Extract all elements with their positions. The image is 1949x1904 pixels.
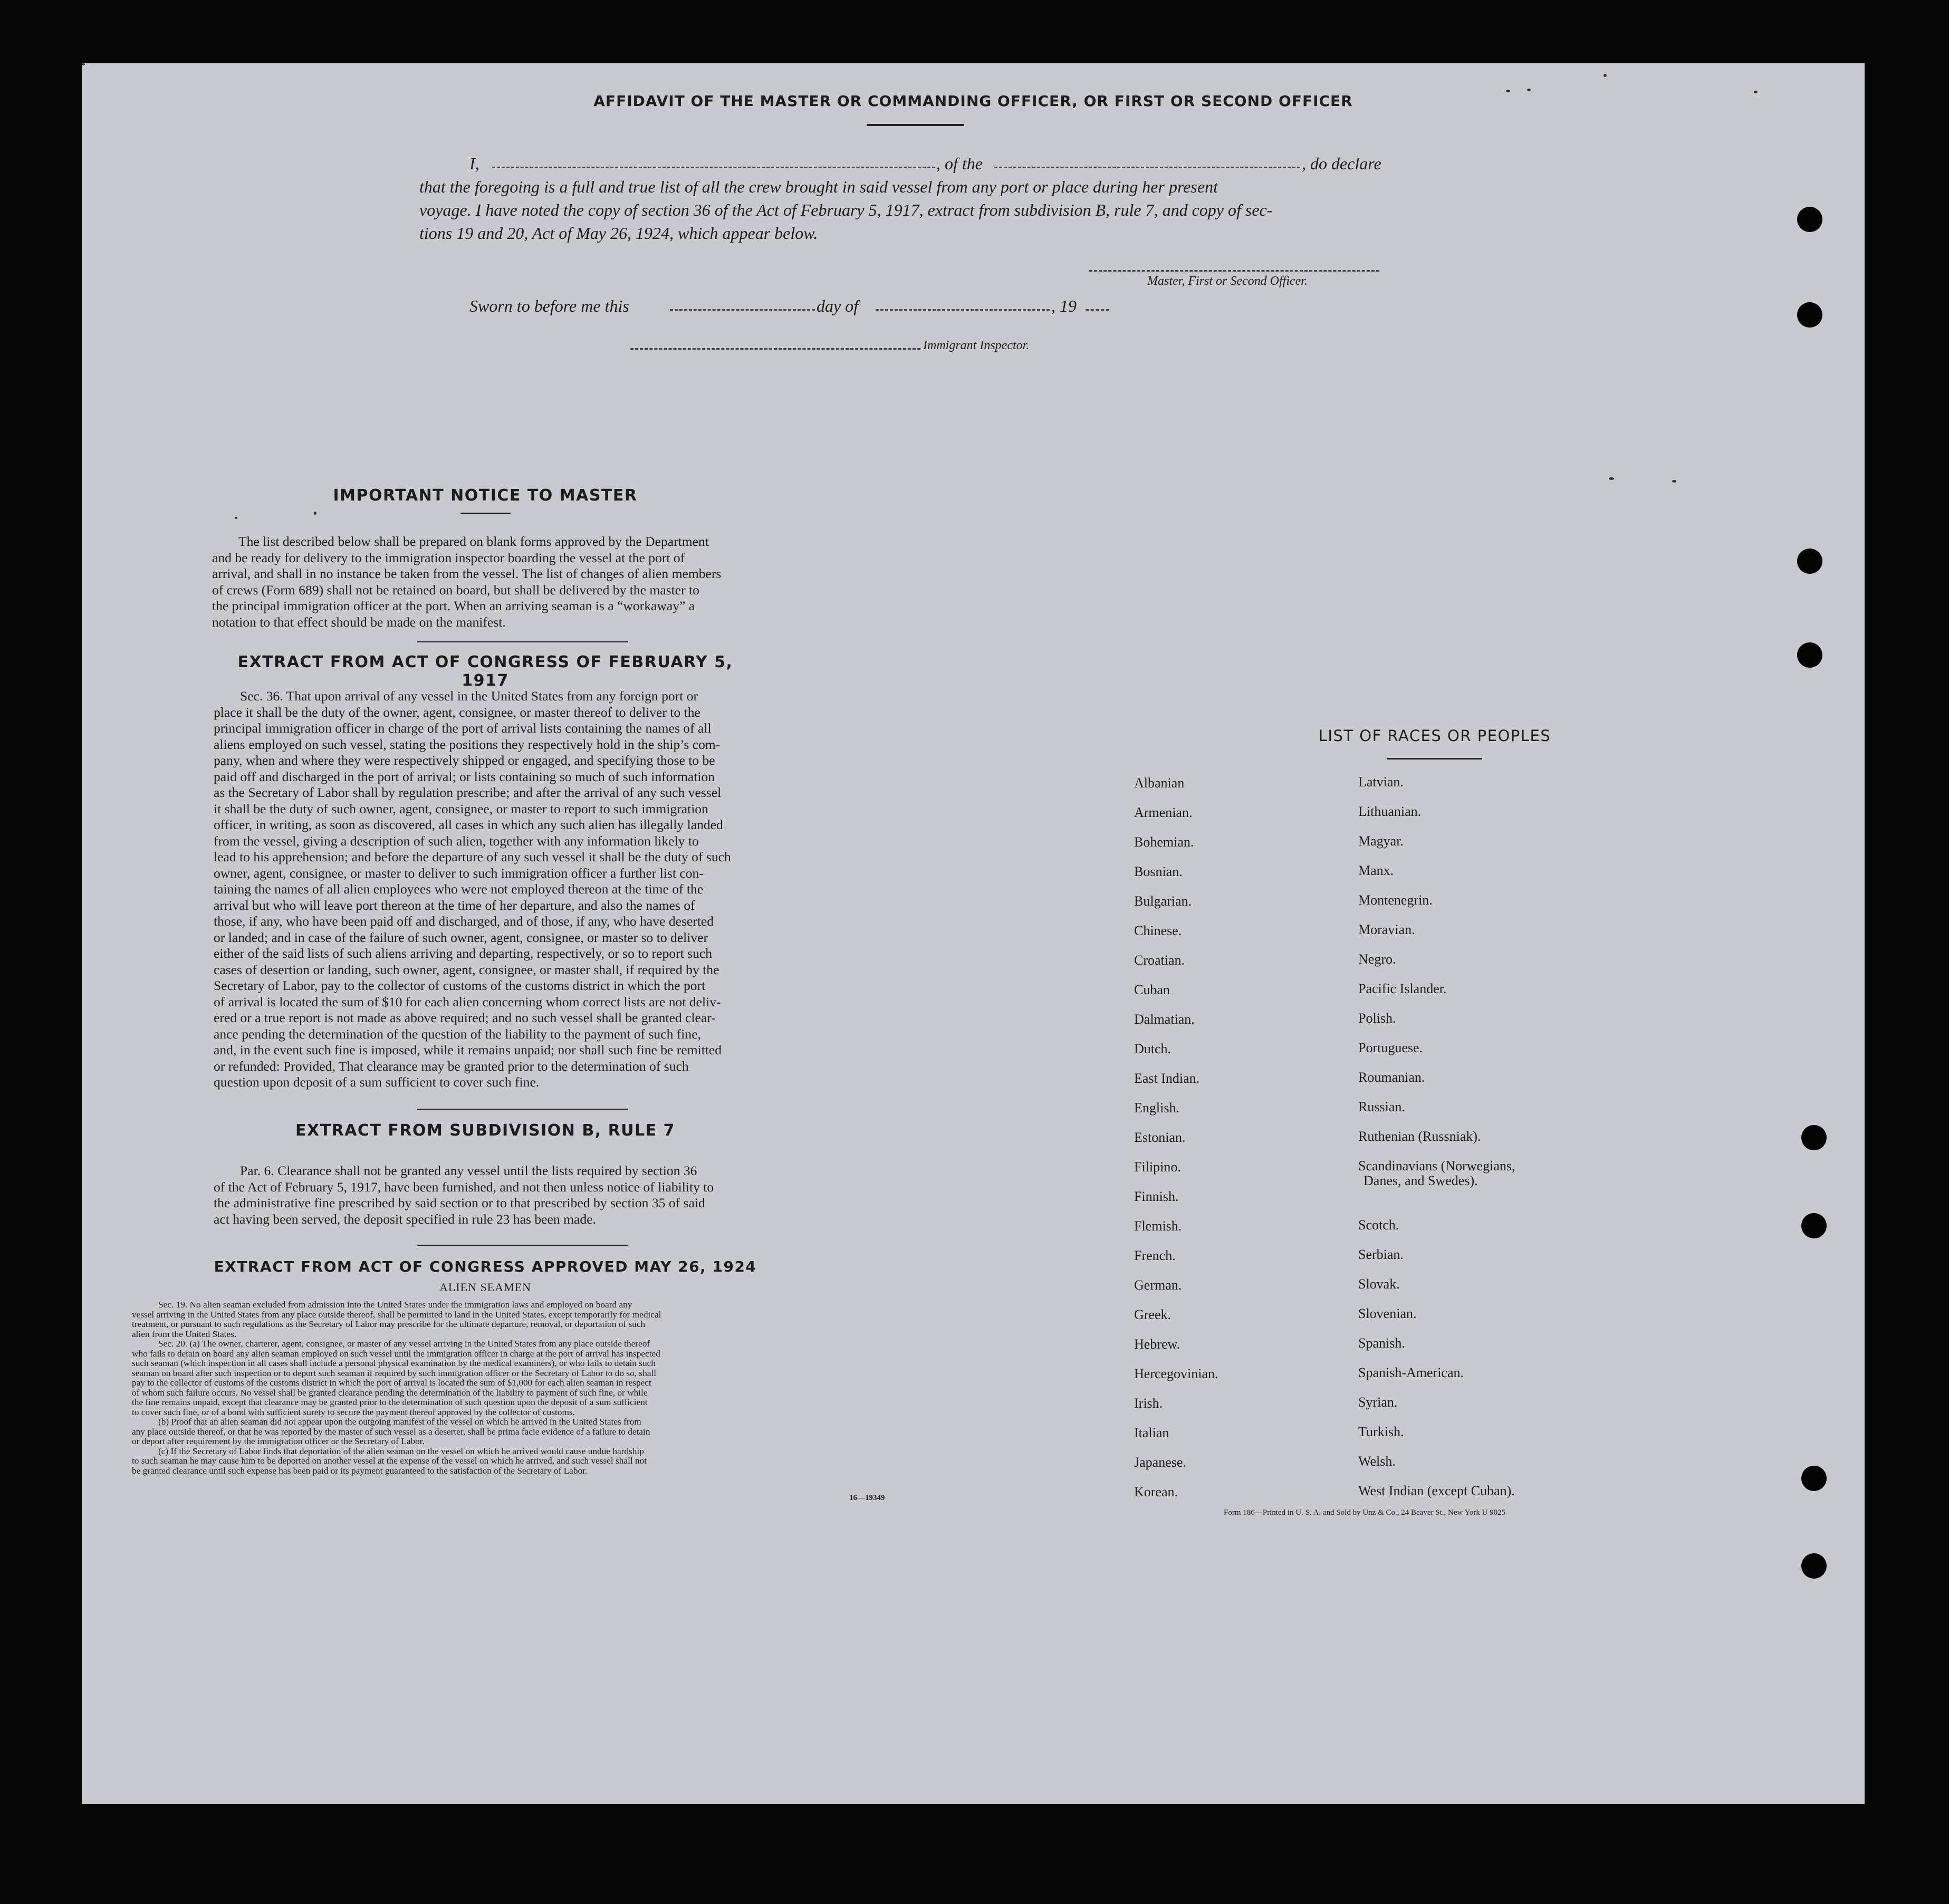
race-left: Italian	[1134, 1425, 1169, 1440]
sec36-line: taining the names of all alien employees who were not employed thereon at the time of the	[214, 881, 704, 897]
notice-underline	[460, 513, 511, 514]
sec36-line: principal immigration officer in charge of the port of arrival lists containing the names of all	[214, 720, 712, 736]
sec20-line: any place outside thereof, or that he was reported by the master of such vessel as a deserter, shall be prima facie evidence of a failure to detain	[132, 1426, 650, 1437]
race-left: Bosnian.	[1134, 864, 1183, 879]
rule7-line: Par. 6. Clearance shall not be granted any vessel until the lists required by section 36	[240, 1163, 697, 1178]
notice-line: notation to that effect should be made on the manifest.	[212, 614, 506, 630]
rule7-body	[214, 1163, 808, 1227]
month-blank[interactable]	[876, 309, 1050, 311]
race-right: Scandinavians (Norwegians,	[1358, 1158, 1515, 1174]
affidavit-of-the: , of the	[936, 154, 983, 173]
master-signature-label: Master, First or Second Officer.	[1147, 274, 1308, 288]
race-right: Polish.	[1358, 1011, 1396, 1026]
sec36-line: and, in the event such fine is imposed, while it remains unpaid; nor shall such fine be remitted	[214, 1042, 722, 1057]
punch-hole	[1797, 642, 1822, 668]
race-left: Flemish.	[1134, 1218, 1182, 1234]
sworn-text: Sworn to before me this	[469, 296, 629, 315]
race-right: Pacific Islander.	[1358, 981, 1447, 996]
rule7-title: EXTRACT FROM SUBDIVISION B, RULE 7	[295, 1121, 675, 1140]
divider	[417, 1109, 628, 1110]
sec36-line: from the vessel, giving a description of such alien, together with any information likely to	[214, 833, 699, 849]
race-right: Welsh.	[1358, 1454, 1396, 1469]
notice-line: and be ready for delivery to the immigration inspector boarding the vessel at the port of	[212, 550, 685, 565]
form-code: 16—19349	[849, 1494, 885, 1502]
speck	[314, 512, 316, 515]
race-left: Finnish.	[1134, 1189, 1179, 1204]
race-right: Turkish.	[1358, 1424, 1404, 1439]
affidavit-line-3: voyage. I have noted the copy of section 36 of the Act of February 5, 1917, extract from subdivision B, rule 7, and copy of sec-	[419, 200, 1273, 219]
notice-body	[212, 534, 808, 630]
rule7-line: the administrative fine prescribed by said section or to that prescribed by section 35 of said	[214, 1195, 705, 1210]
sec36-line: cases of desertion or landing, such owner, agent, consignee, or master shall, if required by the	[214, 961, 719, 977]
race-left: Greek.	[1134, 1307, 1172, 1322]
sec20-line: such seaman (which inspection in all cases shall include a personal physical examination by the medical examiners), or who fails to detain such	[132, 1358, 656, 1368]
inspector-signature-line[interactable]	[630, 348, 920, 350]
year-prefix: , 19	[1051, 296, 1077, 315]
race-left: Japanese.	[1134, 1455, 1186, 1470]
race-left: Hercegovinian.	[1134, 1366, 1218, 1381]
day-of-text: day of	[817, 296, 859, 315]
sec36-line: or landed; and in case of the failure of such owner, agent, consignee, or master so to deliver	[214, 929, 708, 945]
sec19-line: alien from the United States.	[132, 1329, 237, 1339]
race-left: Irish.	[1134, 1396, 1163, 1411]
speck	[1506, 90, 1510, 92]
alien-seamen-subtitle: ALIEN SEAMEN	[439, 1281, 531, 1294]
sec19-line: vessel arriving in the United States from any place outside thereof, shall be permitted to land in the United States, except temporarily for medical	[132, 1309, 661, 1320]
notice-line: the principal immigration officer at the port. When an arriving seaman is a “workaway” a	[212, 598, 695, 613]
speck	[235, 517, 237, 519]
sec36-line: Secretary of Labor, pay to the collector of customs of the customs district in which the port	[214, 978, 706, 993]
race-left: East Indian.	[1134, 1071, 1200, 1086]
race-right: West Indian (except Cuban).	[1358, 1483, 1515, 1498]
race-right: Latvian.	[1358, 774, 1404, 790]
affidavit-line-4: tions 19 and 20, Act of May 26, 1924, which appear below.	[419, 224, 818, 243]
sec36-line: either of the said lists of such aliens arriving and departing, respectively, or so to report such	[214, 946, 713, 961]
sec20-line: (b) Proof that an alien seaman did not appear upon the outgoing manifest of the vessel on which he arrived in the United States from	[158, 1417, 641, 1427]
speck	[1527, 89, 1531, 91]
race-left: Dalmatian.	[1134, 1012, 1195, 1027]
sec36-line: those, if any, who have been paid off and discharged, and of those, if any, who have deserted	[214, 913, 714, 929]
punch-hole	[1797, 549, 1822, 574]
race-left: Albanian	[1134, 775, 1185, 791]
sec36-line: ered or a true report is not made as above required; and no such vessel shall be granted clear-	[214, 1010, 716, 1025]
rule7-line: of the Act of February 5, 1917, have been furnished, and not then unless notice of liability to	[214, 1179, 714, 1195]
day-blank[interactable]	[670, 309, 815, 311]
race-right: Slovak.	[1358, 1276, 1400, 1292]
race-left: French.	[1134, 1248, 1176, 1263]
sec20-line: the fine remains unpaid, except that clearance may be granted prior to the determination of such question upon the deposit of a sum sufficient	[132, 1397, 648, 1407]
race-right: Spanish.	[1358, 1335, 1405, 1351]
race-right: Roumanian.	[1358, 1070, 1425, 1085]
divider	[417, 641, 628, 642]
notice-line: arrival, and shall in no instance be taken from the vessel. The list of changes of alien members	[212, 566, 722, 581]
sec36-line: lead to his apprehension; and before the departure of any such vessel it shall be the duty of such	[214, 849, 731, 864]
sec20-line: who fails to detain on board any alien seaman employed on such vessel until the immigration officer in charge at the port of arrival has inspected	[132, 1348, 660, 1359]
title-underline	[867, 124, 964, 126]
notice-title: IMPORTANT NOTICE TO MASTER	[333, 486, 638, 505]
divider	[417, 1245, 628, 1246]
race-right: Magyar.	[1358, 833, 1404, 849]
race-left: Dutch.	[1134, 1041, 1172, 1056]
race-right: Ruthenian (Russniak).	[1358, 1129, 1481, 1144]
race-left: Croatian.	[1134, 953, 1185, 968]
race-left: Korean.	[1134, 1484, 1178, 1499]
sec19-line: Sec. 19. No alien seaman excluded from admission into the United States under the immigration laws and employed on board any	[158, 1300, 632, 1310]
printer-footer: Form 186—Printed in U. S. A. and Sold by Unz & Co., 24 Beaver St., New York U 9025	[1224, 1508, 1506, 1517]
name-blank[interactable]	[492, 167, 935, 168]
sec36-line: of arrival is located the sum of $10 for each alien concerning whom correct lists are not deliv-	[214, 994, 721, 1009]
punch-hole	[1801, 1125, 1827, 1150]
sec20-line: be granted clearance until such expense has been paid or its payment guaranteed to the satisfaction of the Secretary of Labor.	[132, 1465, 588, 1476]
affidavit-i: I,	[469, 154, 479, 173]
race-right: Slovenian.	[1358, 1306, 1417, 1321]
sec20-line: (c) If the Secretary of Labor finds that deportation of the alien seaman on the vessel on which he arrived would cause undue hardship	[158, 1446, 644, 1456]
race-right: Russian.	[1358, 1099, 1405, 1114]
punch-hole	[1797, 207, 1822, 232]
sec36-line: Sec. 36. That upon arrival of any vessel in the United States from any foreign port or	[240, 688, 698, 704]
sec36-line: ance pending the determination of the question of the liability to the payment of such fine,	[214, 1026, 701, 1042]
sec20-line: pay to the collector of customs of the customs district in which the port of arrival is located the sum of $1,000 for each alien seaman in respect	[132, 1378, 651, 1388]
sec36-line: it shall be the duty of such owner, agent, consignee, or master to report to such immigration	[214, 801, 708, 816]
race-right: Syrian.	[1358, 1395, 1398, 1410]
race-right: Lithuanian.	[1358, 804, 1422, 819]
vessel-blank[interactable]	[994, 167, 1300, 168]
race-left: Hebrew.	[1134, 1336, 1180, 1352]
affidavit-title: AFFIDAVIT OF THE MASTER OR COMMANDING OFFICER, OR FIRST OR SECOND OFFICER	[593, 92, 1353, 110]
extract-1924-title: EXTRACT FROM ACT OF CONGRESS APPROVED MAY 26, 1924	[214, 1258, 757, 1275]
sec36-line: owner, agent, consignee, or master to deliver to such immigration officer a further list con-	[214, 865, 704, 881]
races-title: LIST OF RACES OR PEOPLES	[1318, 727, 1551, 745]
sec36-line: as the Secretary of Labor shall by regulation prescribe; and after the arrival of any such vessel	[214, 785, 722, 800]
sec20-line: seaman on board after such inspection or to deport such seaman if required by such immigration officer or the Secretary of Labor to do so, shall	[132, 1368, 657, 1378]
race-right: Manx.	[1358, 863, 1394, 878]
race-left: Cuban	[1134, 982, 1170, 997]
sec36-line: question upon deposit of a sum sufficient to cover such fine.	[214, 1074, 540, 1090]
speck	[82, 63, 85, 65]
race-right: Negro.	[1358, 951, 1396, 967]
race-left: German.	[1134, 1277, 1182, 1293]
section-36-body	[214, 688, 808, 1091]
race-right: Spanish-American.	[1358, 1365, 1464, 1380]
form-page	[82, 63, 1865, 1804]
sec36-line: pany, when and where they were respectively shipped or engaged, and specifying those to be	[214, 753, 715, 768]
sec36-line: aliens employed on such vessel, stating the positions they respectively hold in the ship’s com-	[214, 736, 721, 752]
affidavit-line-2: that the foregoing is a full and true list of all the crew brought in said vessel from any port or place during her present	[419, 177, 1218, 196]
master-signature-line[interactable]	[1089, 270, 1379, 272]
speck	[1754, 91, 1758, 93]
race-right: Portuguese.	[1358, 1040, 1423, 1055]
race-left: Chinese.	[1134, 923, 1182, 938]
notice-line: of crews (Form 689) shall not be retained on board, but shall be delivered by the master to	[212, 582, 699, 598]
speck	[1672, 480, 1676, 483]
year-blank[interactable]	[1086, 309, 1109, 311]
race-right: Danes, and Swedes).	[1364, 1173, 1478, 1188]
punch-hole	[1801, 1553, 1827, 1579]
race-left: Bulgarian.	[1134, 893, 1192, 909]
race-right: Scotch.	[1358, 1217, 1399, 1233]
race-left: Estonian.	[1134, 1130, 1186, 1145]
sec20-line: of whom such failure occurs. No vessel shall be granted clearance pending the determination of the liability to payment of such fine, or while	[132, 1387, 648, 1398]
rule7-line: act having been served, the deposit specified in rule 23 has been made.	[214, 1211, 596, 1227]
speck	[1609, 477, 1614, 480]
race-right: Moravian.	[1358, 922, 1415, 937]
punch-hole	[1801, 1213, 1827, 1238]
sec36-line: or refunded: Provided, That clearance may be granted prior to the determination of such	[214, 1058, 689, 1074]
extract-1917-title: EXTRACT FROM ACT OF CONGRESS OF FEBRUARY 5, 1917	[237, 653, 733, 690]
sec20-line: to such seaman he may cause him to be deported on another vessel at the expense of the vessel on which he arrived, and such vessel shall not	[132, 1456, 647, 1466]
sec20-line: to cover such fine, or of a bond with sufficient surety to secure the payment thereof approved by the collector of customs.	[132, 1407, 575, 1417]
sections-19-20-body	[132, 1300, 973, 1476]
race-right: Serbian.	[1358, 1247, 1404, 1262]
race-right: Montenegrin.	[1358, 892, 1433, 908]
sec36-line: arrival but who will leave port thereon at the time of her departure, and also the names of	[214, 897, 695, 913]
punch-hole	[1797, 302, 1822, 328]
sec19-line: treatment, or pursuant to such regulations as the Secretary of Labor may prescribe for the ultimate departure, removal, or deportation of such	[132, 1319, 646, 1329]
inspector-label: Immigrant Inspector.	[923, 339, 1030, 352]
sec20-line: Sec. 20. (a) The owner, charterer, agent, consignee, or master of any vessel arriving in the United States from any place outside thereof	[158, 1339, 650, 1349]
races-underline	[1387, 758, 1482, 759]
race-left: English.	[1134, 1100, 1179, 1116]
affidavit-do-declare: , do declare	[1302, 154, 1381, 173]
sec36-line: place it shall be the duty of the owner, agent, consignee, or master thereof to deliver to the	[214, 704, 700, 720]
notice-line: The list described below shall be prepared on blank forms approved by the Department	[238, 534, 709, 549]
sec36-line: paid off and discharged in the port of arrival; or lists containing so much of such information	[214, 768, 715, 784]
sec20-line: or deport after requirement by the immigration officer or the Secretary of Labor.	[132, 1436, 425, 1446]
punch-hole	[1801, 1466, 1827, 1491]
race-left: Bohemian.	[1134, 834, 1194, 850]
speck	[1604, 74, 1607, 77]
sec36-line: officer, in writing, as soon as discovered, all cases in which any such alien has illegally landed	[214, 817, 723, 832]
race-left: Armenian.	[1134, 805, 1193, 820]
race-left: Filipino.	[1134, 1159, 1181, 1175]
